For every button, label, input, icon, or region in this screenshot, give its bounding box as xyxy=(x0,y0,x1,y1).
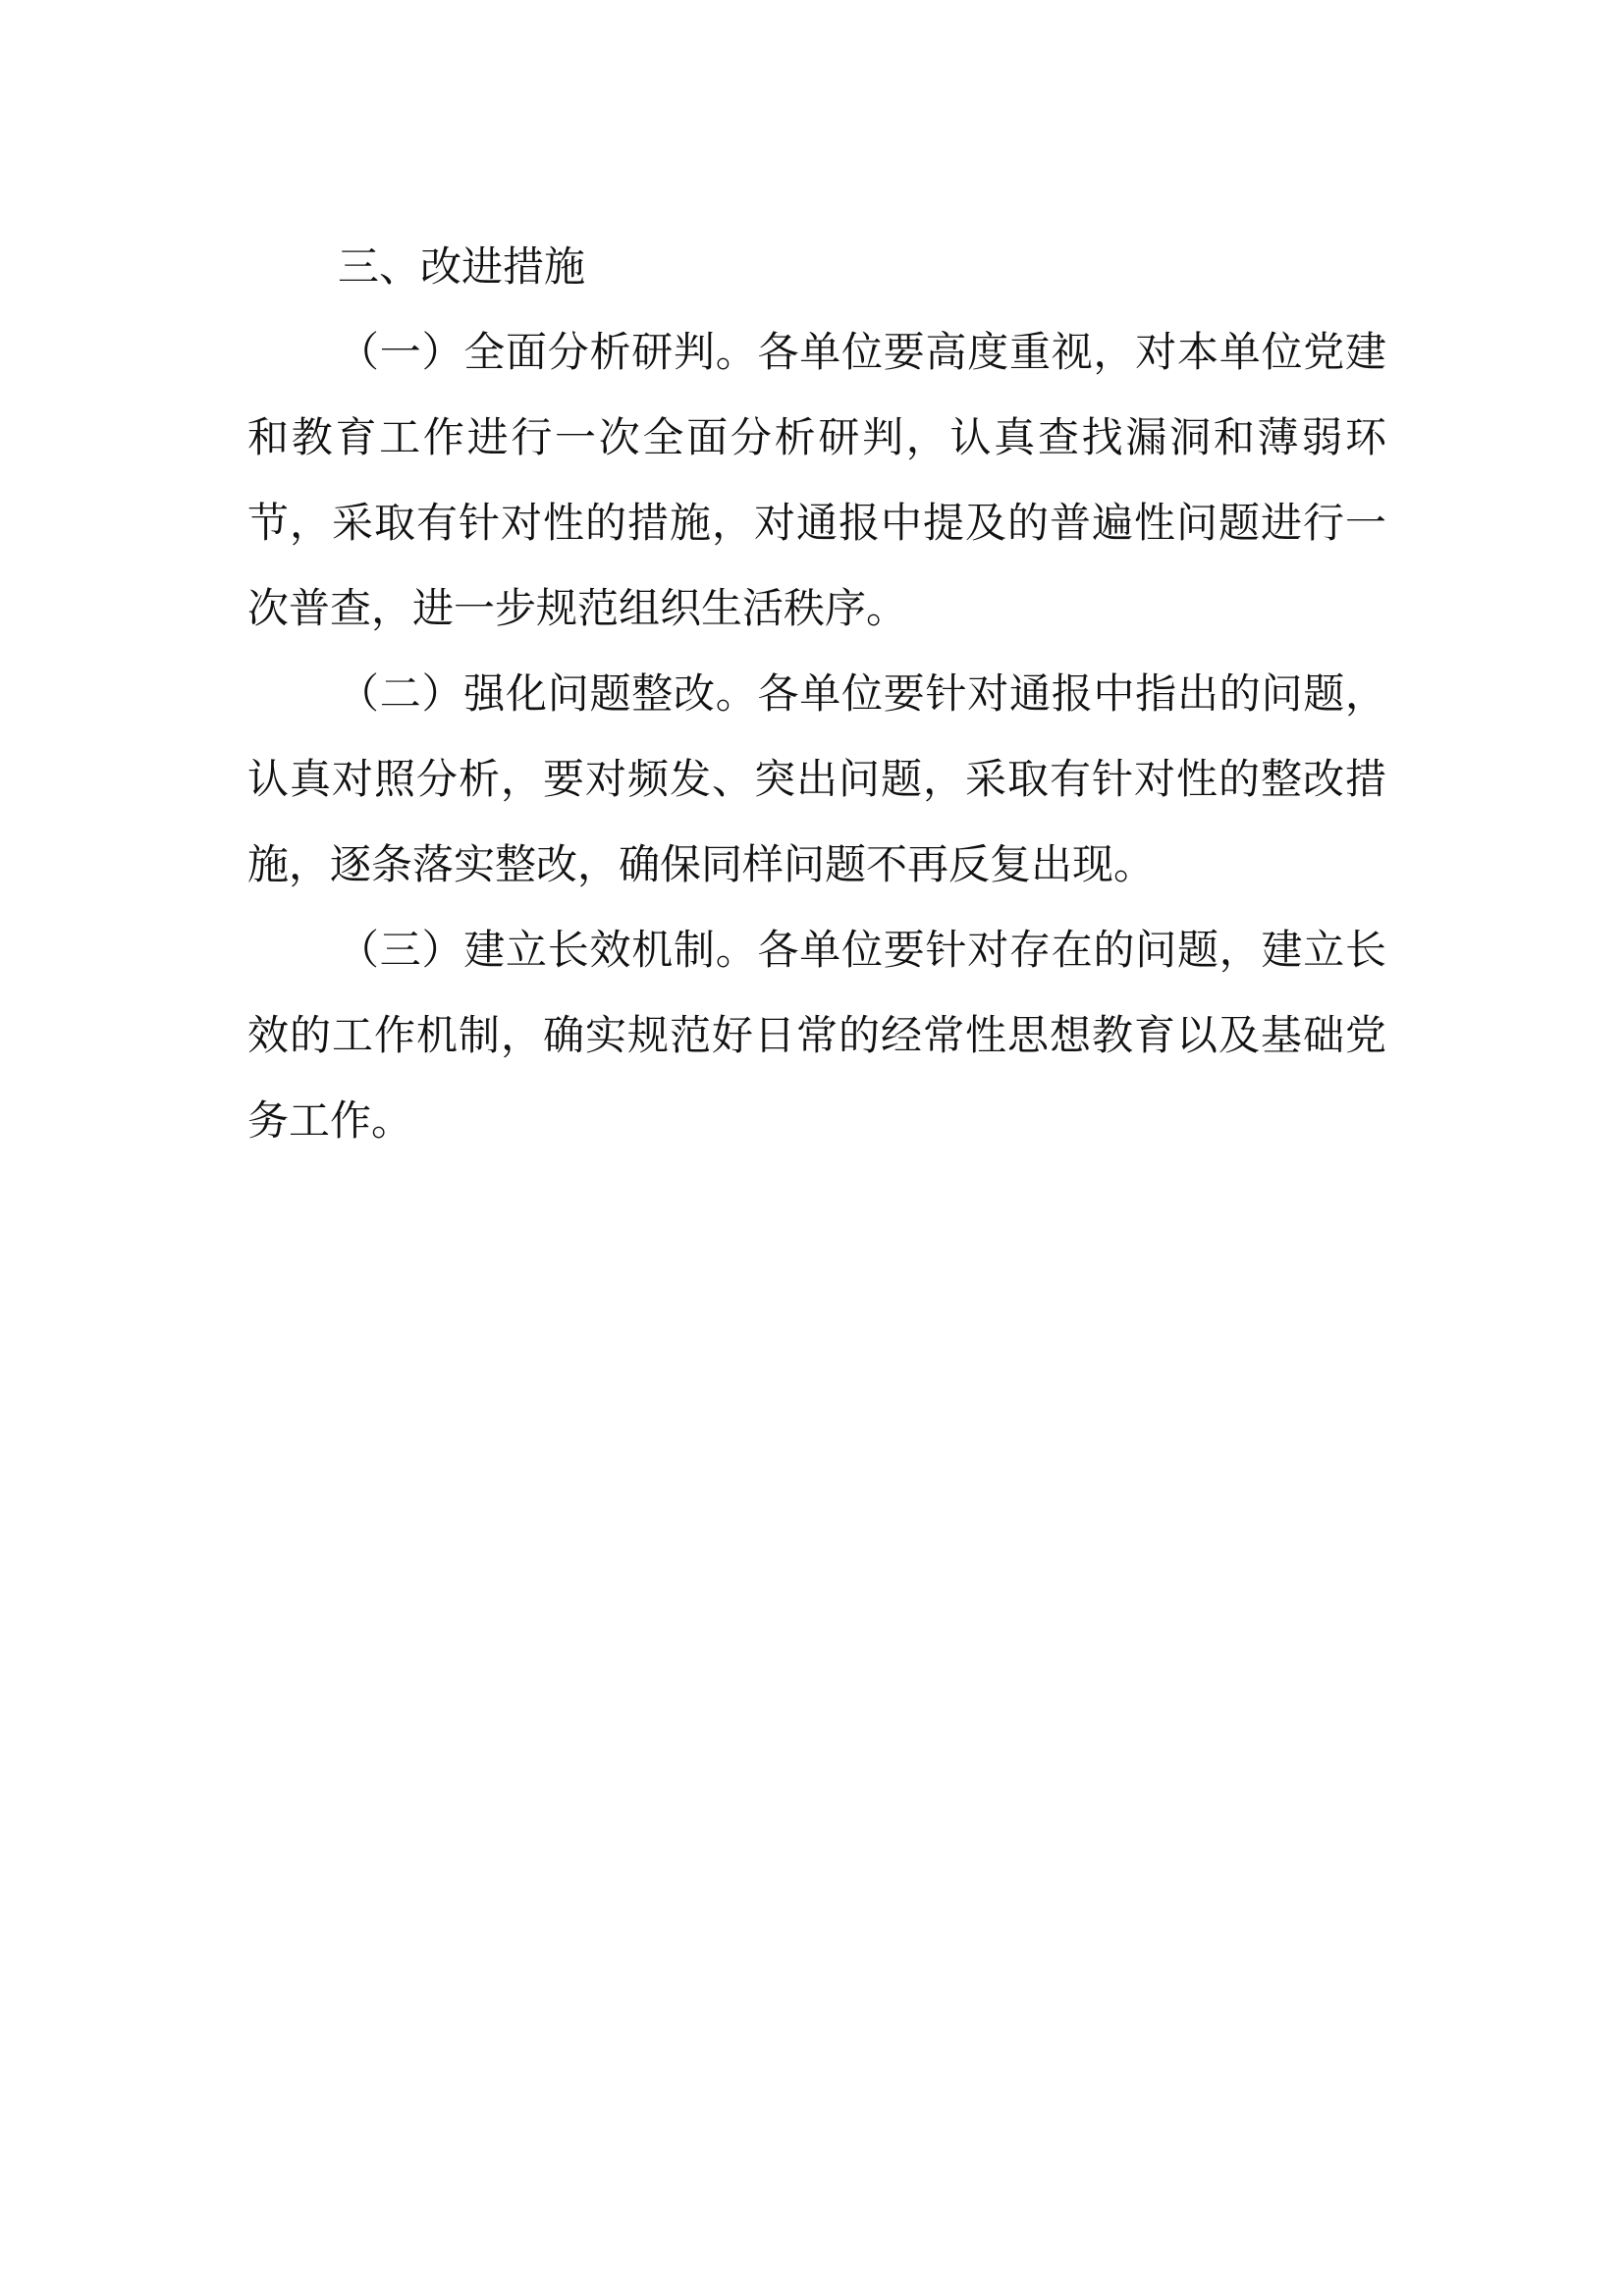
document-body xyxy=(247,224,1386,1163)
section-heading: 三、改进措施 xyxy=(338,242,586,291)
paragraph-long-term-mechanism: （三）建立长效机制。各单位要针对存在的问题，建立长效的工作机制，确实规范好日常的经常性思想教育以及基础党务工作。 xyxy=(247,926,1386,1145)
paragraph-rectification: （二）强化问题整改。各单位要针对通报中指出的问题，认真对照分析，要对频发、突出问题，采取有针对性的整改措施，逐条落实整改，确保同样问题不再反复出现。 xyxy=(247,669,1386,888)
paragraph-comprehensive-analysis: （一）全面分析研判。各单位要高度重视，对本单位党建和教育工作进行一次全面分析研判，认真查找漏洞和薄弱环节，采取有针对性的措施，对通报中提及的普遍性问题进行一次普查，进一步规范组织生活秩序。 xyxy=(247,328,1386,632)
